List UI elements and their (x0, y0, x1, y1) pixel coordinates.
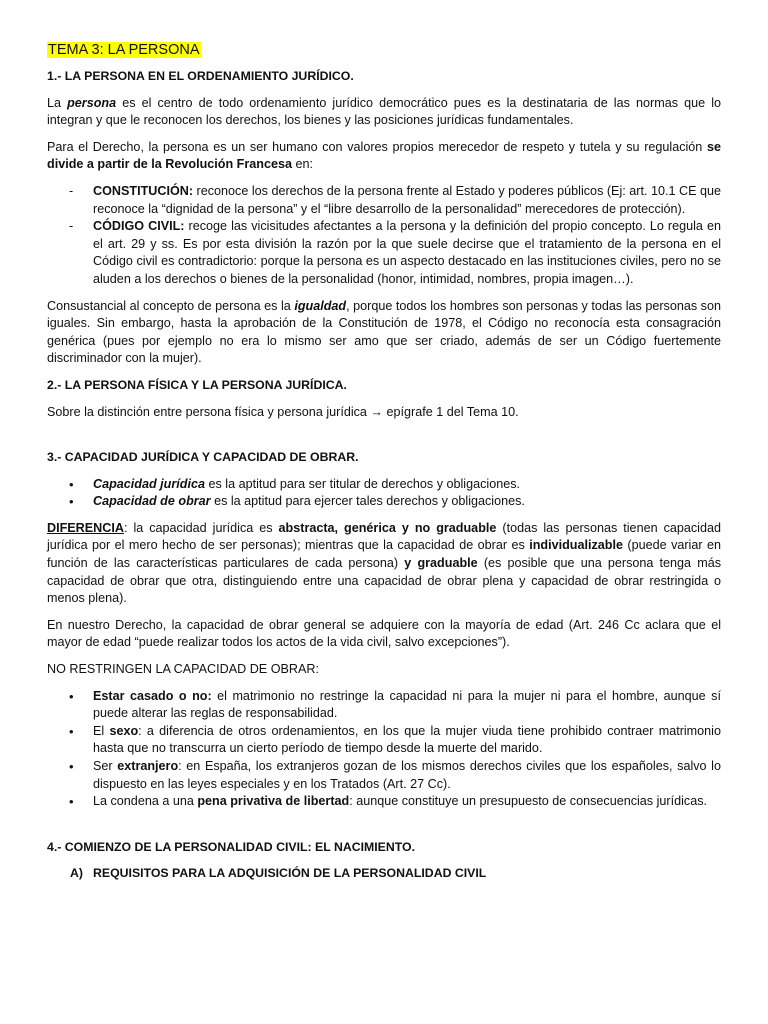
spacer (47, 430, 721, 449)
bullet-icon: • (69, 759, 74, 774)
list-item: - CONSTITUCIÓN: reconoce los derechos de la persona frente al Estado y poderes públicos (Ej: art. 10.1 CE que reconoce la “dignidad de la persona” y el “libre desarrollo de la personalidad” merecedores de protección). (69, 183, 721, 216)
section-1-heading: 1.- LA PERSONA EN EL ORDENAMIENTO JURÍDICO. (47, 69, 354, 83)
bullet-list-no-restringen (47, 688, 721, 811)
list-item: • Capacidad de obrar es la aptitud para ejercer tales derechos y obligaciones. (69, 494, 525, 510)
paragraph-mayoria-edad: En nuestro Derecho, la capacidad de obrar general se adquiere con la mayoría de edad (Art. 246 Cc aclara que el mayor de edad “puede realizar todos los actos de la vida civil, salvo excepciones”). (47, 617, 721, 650)
bullet-list-capacidad (47, 476, 721, 511)
paragraph-distincion: Sobre la distinción entre persona física y persona jurídica → epígrafe 1 del Tema 10. (47, 404, 519, 419)
list-item: • Capacidad jurídica es la aptitud para ser titular de derechos y obligaciones. (69, 476, 521, 492)
paragraph-no-restringen: NO RESTRINGEN LA CAPACIDAD DE OBRAR: (47, 662, 319, 677)
section-2-heading: 2.- LA PERSONA FÍSICA Y LA PERSONA JURÍDICA. (47, 377, 347, 392)
bullet-icon: • (69, 494, 74, 510)
paragraph-derecho: Para el Derecho, la persona es un ser humano con valores propios merecedor de respeto y tutela y su regulación se divide a partir de la Revolución Francesa en: (47, 139, 721, 172)
dash-list (47, 183, 721, 289)
document-title: TEMA 3: LA PERSONA (48, 42, 200, 58)
section-3-heading: 3.- CAPACIDAD JURÍDICA Y CAPACIDAD DE OBRAR. (47, 450, 359, 465)
list-item: • Estar casado o no: el matrimonio no restringe la capacidad ni para la mujer ni para el hombre, aunque sí puede alterar las reglas de responsabilidad. (69, 688, 721, 721)
dash-marker: - (69, 183, 74, 198)
list-item: • Ser extranjero: en España, los extranjeros gozan de los mismos derechos civiles que los españoles, salvo lo dispuesto en las leyes especiales y en los Tratados (Art. 27 Cc). (69, 759, 721, 791)
list-item: - CÓDIGO CIVIL: recoge las vicisitudes afectantes a la persona y la definición del propio concepto. Lo regula en el art. 29 y ss. Es por esta división la razón por la que suele decirse que el tratamiento de la persona en el Código civil es contradictorio: porque la persona es un aspecto destacado en las instituciones civiles, pero no se aluden a los derechos o bienes de la personalidad (honor, intimidad, nombres, propia imagen…). (69, 219, 721, 286)
section-4-heading: 4.- COMIENZO DE LA PERSONALIDAD CIVIL: EL NACIMIENTO. (47, 839, 416, 854)
bullet-icon: • (69, 476, 74, 492)
arrow-icon: → (370, 404, 384, 419)
subsection-a-heading: A) REQUISITOS PARA LA ADQUISICIÓN DE LA PERSONALIDAD CIVIL (70, 866, 487, 881)
paragraph-igualdad: Consustancial al concepto de persona es la igualdad, porque todos los hombres son personas y todas las personas son iguales. Sin embargo, hasta la aprobación de la Constitución de 1978, el Código no reconocía esta consagración genérica (pues por ejemplo no era lo mismo ser amo que ser criado, además de ser un Código fuertemente discriminador con la mujer). (47, 298, 721, 366)
paragraph-diferencia: DIFERENCIA: la capacidad jurídica es abstracta, genérica y no graduable (todas las personas tienen capacidad jurídica por el mero hecho de ser personas); mientras que la capacidad de obrar es individualizable (puede variar en función de las características particulares de cada persona) y graduable (es posible que una persona tenga más capacidad de obrar que otra, distinguiendo entre una capacidad de obrar plena y capacidad de obrar restringida o menos plena). (47, 520, 722, 606)
bullet-icon: • (69, 688, 74, 704)
spacer (47, 820, 721, 839)
list-item: • La condena a una pena privativa de libertad: aunque constituye un presupuesto de consecuencias jurídicas. (69, 794, 707, 810)
list-item: • El sexo: a diferencia de otros ordenamientos, en los que la mujer viuda tiene prohibido contraer matrimonio hasta que no transcurra un cierto período de tiempo desde la muerte del marido. (69, 723, 721, 756)
paragraph-persona: La persona es el centro de todo ordenamiento jurídico democrático pues es la destinataria de las normas que lo integran y que le reconocen los derechos, los bienes y las posiciones jurídicas fundamentales. (47, 95, 721, 128)
dash-marker: - (69, 219, 74, 234)
bullet-icon: • (69, 794, 74, 810)
bullet-icon: • (69, 723, 74, 739)
